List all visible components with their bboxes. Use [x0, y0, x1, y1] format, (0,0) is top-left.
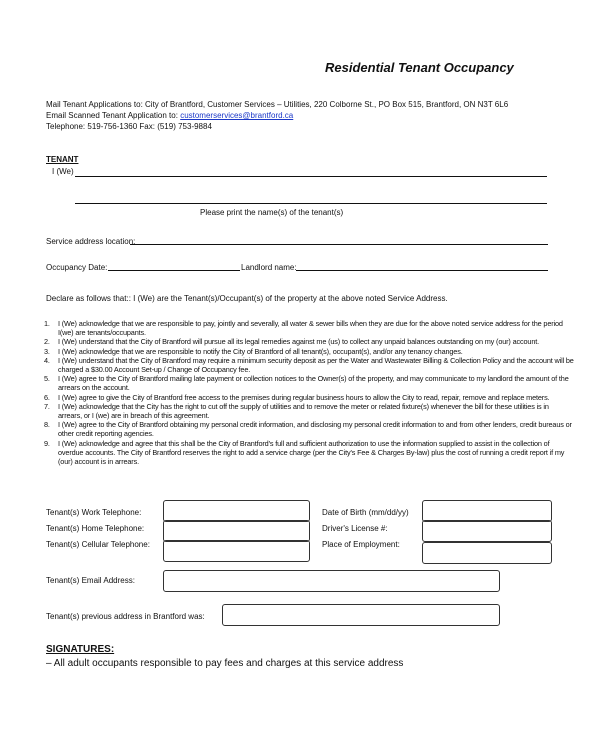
item-number: 1. [44, 319, 50, 328]
signatures-note: – All adult occupants responsible to pay fees and charges at this service address [46, 658, 404, 669]
landlord-name-line[interactable] [296, 270, 548, 271]
list-item [44, 420, 574, 438]
list-item [44, 319, 574, 337]
dob-label: Date of Birth (mm/dd/yy) [322, 508, 409, 517]
tenant-heading: TENANT [46, 155, 79, 164]
list-item [44, 347, 574, 356]
item-text: I (We) acknowledge that we are responsible to pay, jointly and severally, all water & sewer bills when they are due for the above noted service address for the period I(we) are tenants/occupants. [58, 319, 563, 338]
employment-field[interactable] [422, 542, 552, 564]
previous-address-field[interactable] [222, 604, 500, 626]
print-note: Please print the name(s) of the tenant(s) [200, 208, 344, 217]
work-phone-label: Tenant(s) Work Telephone: [46, 508, 142, 517]
email-link[interactable]: customerservices@brantford.ca [180, 111, 294, 120]
occupancy-date-line[interactable] [108, 270, 240, 271]
item-number: 2. [44, 337, 50, 347]
item-text: I (We) acknowledge that the City has the right to cut off the supply of utilities and to remove the meter or related fixture(s) whenever the bill for these utilities is in arrears, or I (we) are in breach of this agreement. [58, 401, 549, 421]
license-field[interactable] [422, 520, 552, 542]
cell-phone-label: Tenant(s) Cellular Telephone: [46, 540, 150, 549]
item-text: I (We) understand that the City of Brantford will pursue all its legal remedies against me (us) to collect any unpaid balances outstanding on my (our) account. [58, 337, 539, 347]
item-number: 3. [44, 346, 50, 356]
item-text: I (We) understand that the City of Brantford may require a minimum security deposit as per the Water and Wastewater Billing & Collection Policy and the account will be charged a $30.00 Account Set-up / Change of Occupancy fee. [58, 355, 574, 375]
item-number: 8. [44, 420, 50, 430]
item-text: I (We) acknowledge that we are responsible to notify the City of Brantford of all tenant(s), occupant(s), and/or any tenancy changes. [58, 346, 463, 356]
iwe-label: I (We) [52, 167, 74, 176]
item-text: I (We) agree to give the City of Brantford free access to the premises during regular business hours to allow the City to read, repair, remove and replace meters. [58, 392, 550, 402]
previous-address-label: Tenant(s) previous address in Brantford was: [46, 612, 205, 621]
list-item [44, 374, 574, 392]
home-phone-label: Tenant(s) Home Telephone: [46, 524, 145, 533]
work-phone-field[interactable] [163, 500, 310, 522]
dob-field[interactable] [422, 500, 552, 522]
list-item [44, 356, 574, 374]
service-address-line[interactable] [130, 244, 548, 245]
employment-label: Place of Employment: [322, 540, 400, 549]
mail-address: Mail Tenant Applications to: City of Brantford, Customer Services – Utilities, 220 Colborne St., PO Box 515, Brantford, ON N3T 6L6 [46, 100, 509, 109]
acknowledgement-list [44, 319, 574, 466]
email-label: Email Scanned Tenant Application to: [46, 111, 178, 120]
phone-line: Telephone: 519-756-1360 Fax: (519) 753-9884 [46, 122, 212, 131]
list-item [44, 439, 574, 467]
item-number: 7. [44, 401, 50, 411]
signatures-heading: SIGNATURES: [46, 644, 115, 655]
item-text: I (We) agree to the City of Brantford obtaining my personal credit information, and disclosing my personal credit information to and from other lenders, credit bureaus or other credit reporting agencies. [58, 420, 572, 439]
item-number: 5. [44, 374, 50, 384]
item-text: I (We) acknowledge and agree that this shall be the City of Brantford's full and sufficient authorization to use the information supplied to assist in the collection of overdue accounts. The City of Brantford reserves the right to add a service charge (per the City's Fee & Charges By-law) plus the cost of running a credit report if my (our) account is in arrears. [58, 438, 565, 467]
email-address-label: Tenant(s) Email Address: [46, 576, 135, 585]
document-title: Residential Tenant Occupancy [325, 60, 514, 75]
email-line [46, 111, 293, 120]
tenant-name-line-1[interactable] [75, 176, 547, 177]
landlord-name-label: Landlord name: [241, 263, 297, 272]
list-item [44, 402, 574, 420]
tenant-name-line-2[interactable] [75, 203, 547, 204]
email-address-field[interactable] [163, 570, 500, 592]
item-text: I (We) agree to the City of Brantford mailing late payment or collection notices to the Owner(s) of the property, and may communicate to my landlord the amount of the arrears on the account. [58, 374, 569, 393]
item-number: 4. [44, 355, 50, 365]
occupancy-date-label: Occupancy Date: [46, 263, 108, 272]
declaration: Declare as follows that:: I (We) are the Tenant(s)/Occupant(s) of the property at the above noted Service Address. [46, 294, 448, 303]
item-number: 9. [44, 438, 50, 448]
service-address-label: Service address location: [46, 237, 136, 246]
list-item [44, 393, 574, 402]
list-item [44, 337, 574, 346]
cell-phone-field[interactable] [163, 540, 310, 562]
home-phone-field[interactable] [163, 520, 310, 542]
item-number: 6. [44, 392, 50, 402]
license-label: Driver's License #: [322, 524, 388, 533]
